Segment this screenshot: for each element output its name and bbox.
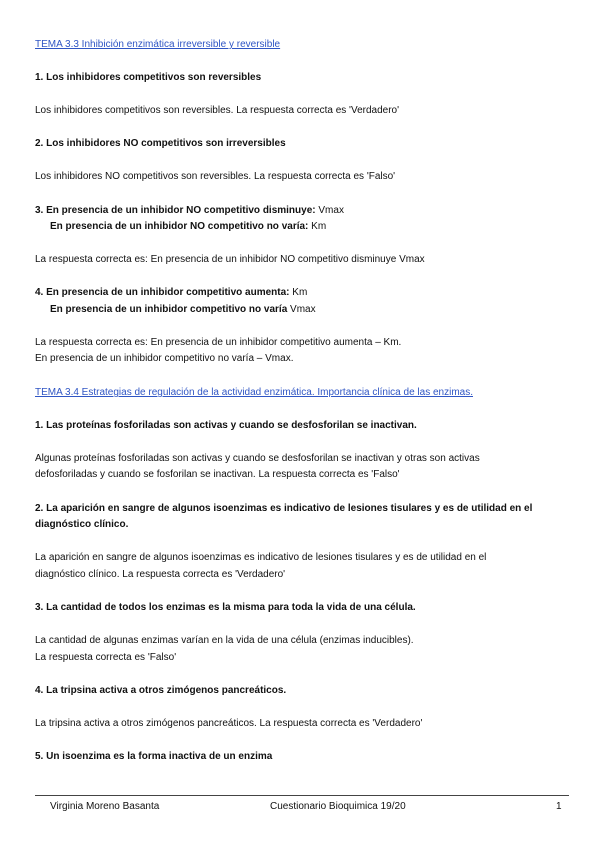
footer-document-title: Cuestionario Bioquimica 19/20	[270, 801, 406, 812]
section2-question-2-line-1: 2. La aparición en sangre de algunos isoenzimas es indicativo de lesiones tisulares y es de utilidad en el	[35, 503, 533, 514]
section2-answer-4: La tripsina activa a otros zimógenos pancreáticos. La respuesta correcta es 'Verdadero'	[35, 718, 423, 729]
question-3-value-1: Vmax	[318, 205, 344, 216]
section2-answer-3-line-1: La cantidad de algunas enzimas varían en la vida de una célula (enzimas inducibles).	[35, 635, 414, 646]
question-4-value-2: Vmax	[290, 304, 316, 315]
question-3-text-1: 3. En presencia de un inhibidor NO competitivo disminuye:	[35, 205, 316, 216]
section2-question-1: 1. Las proteínas fosforiladas son activas y cuando se desfosforilan se inactivan.	[35, 420, 417, 431]
answer-1: Los inhibidores competitivos son reversibles. La respuesta correcta es 'Verdadero'	[35, 105, 400, 116]
answer-3: La respuesta correcta es: En presencia de un inhibidor NO competitivo disminuye Vmax	[35, 254, 425, 265]
answer-2: Los inhibidores NO competitivos son reversibles. La respuesta correcta es 'Falso'	[35, 171, 396, 182]
question-3-line-1	[35, 204, 580, 217]
section2-answer-3-line-2: La respuesta correcta es 'Falso'	[35, 652, 177, 663]
footer-divider	[35, 795, 569, 796]
section-heading-tema-3-3[interactable]: TEMA 3.3 Inhibición enzimática irreversible y reversible	[35, 39, 281, 50]
section2-answer-2-line-1: La aparición en sangre de algunos isoenzimas es indicativo de lesiones tisulares y es de utilidad en el	[35, 552, 487, 563]
question-4-text-1: 4. En presencia de un inhibidor competitivo aumenta:	[35, 287, 290, 298]
question-3-value-2: Km	[311, 221, 327, 232]
question-3-text-2: En presencia de un inhibidor NO competitivo no varía:	[50, 221, 309, 232]
question-3-line-2	[50, 220, 595, 233]
question-4-line-1	[35, 286, 580, 299]
footer-page-number: 1	[556, 801, 562, 812]
question-4-text-2: En presencia de un inhibidor competitivo no varía	[50, 304, 288, 315]
section2-question-3: 3. La cantidad de todos los enzimas es la misma para toda la vida de una célula.	[35, 602, 416, 613]
section-heading-tema-3-4[interactable]: TEMA 3.4 Estrategias de regulación de la actividad enzimática. Importancia clínica de las enzimas.	[35, 387, 473, 398]
section2-question-2-line-2: diagnóstico clínico.	[35, 519, 129, 530]
section2-answer-1-line-1: Algunas proteínas fosforiladas son activas y cuando se desfosforilan se inactivan y otras son activas	[35, 453, 480, 464]
section2-answer-1-line-2: defosforiladas y cuando se fosforilan se inactivan. La respuesta correcta es 'Falso'	[35, 469, 400, 480]
question-4-value-1: Km	[292, 287, 308, 298]
section2-answer-2-line-2: diagnóstico clínico. La respuesta correcta es 'Verdadero'	[35, 569, 286, 580]
footer-author: Virginia Moreno Basanta	[50, 801, 160, 812]
section2-question-5: 5. Un isoenzima es la forma inactiva de un enzima	[35, 751, 273, 762]
question-4-line-2	[50, 303, 595, 316]
section2-question-4: 4. La tripsina activa a otros zimógenos pancreáticos.	[35, 685, 287, 696]
answer-4-line-1: La respuesta correcta es: En presencia de un inhibidor competitivo aumenta – Km.	[35, 337, 402, 348]
question-2: 2. Los inhibidores NO competitivos son irreversibles	[35, 138, 286, 149]
question-1: 1. Los inhibidores competitivos son reversibles	[35, 72, 262, 83]
answer-4-line-2: En presencia de un inhibidor competitivo no varía – Vmax.	[35, 353, 294, 364]
